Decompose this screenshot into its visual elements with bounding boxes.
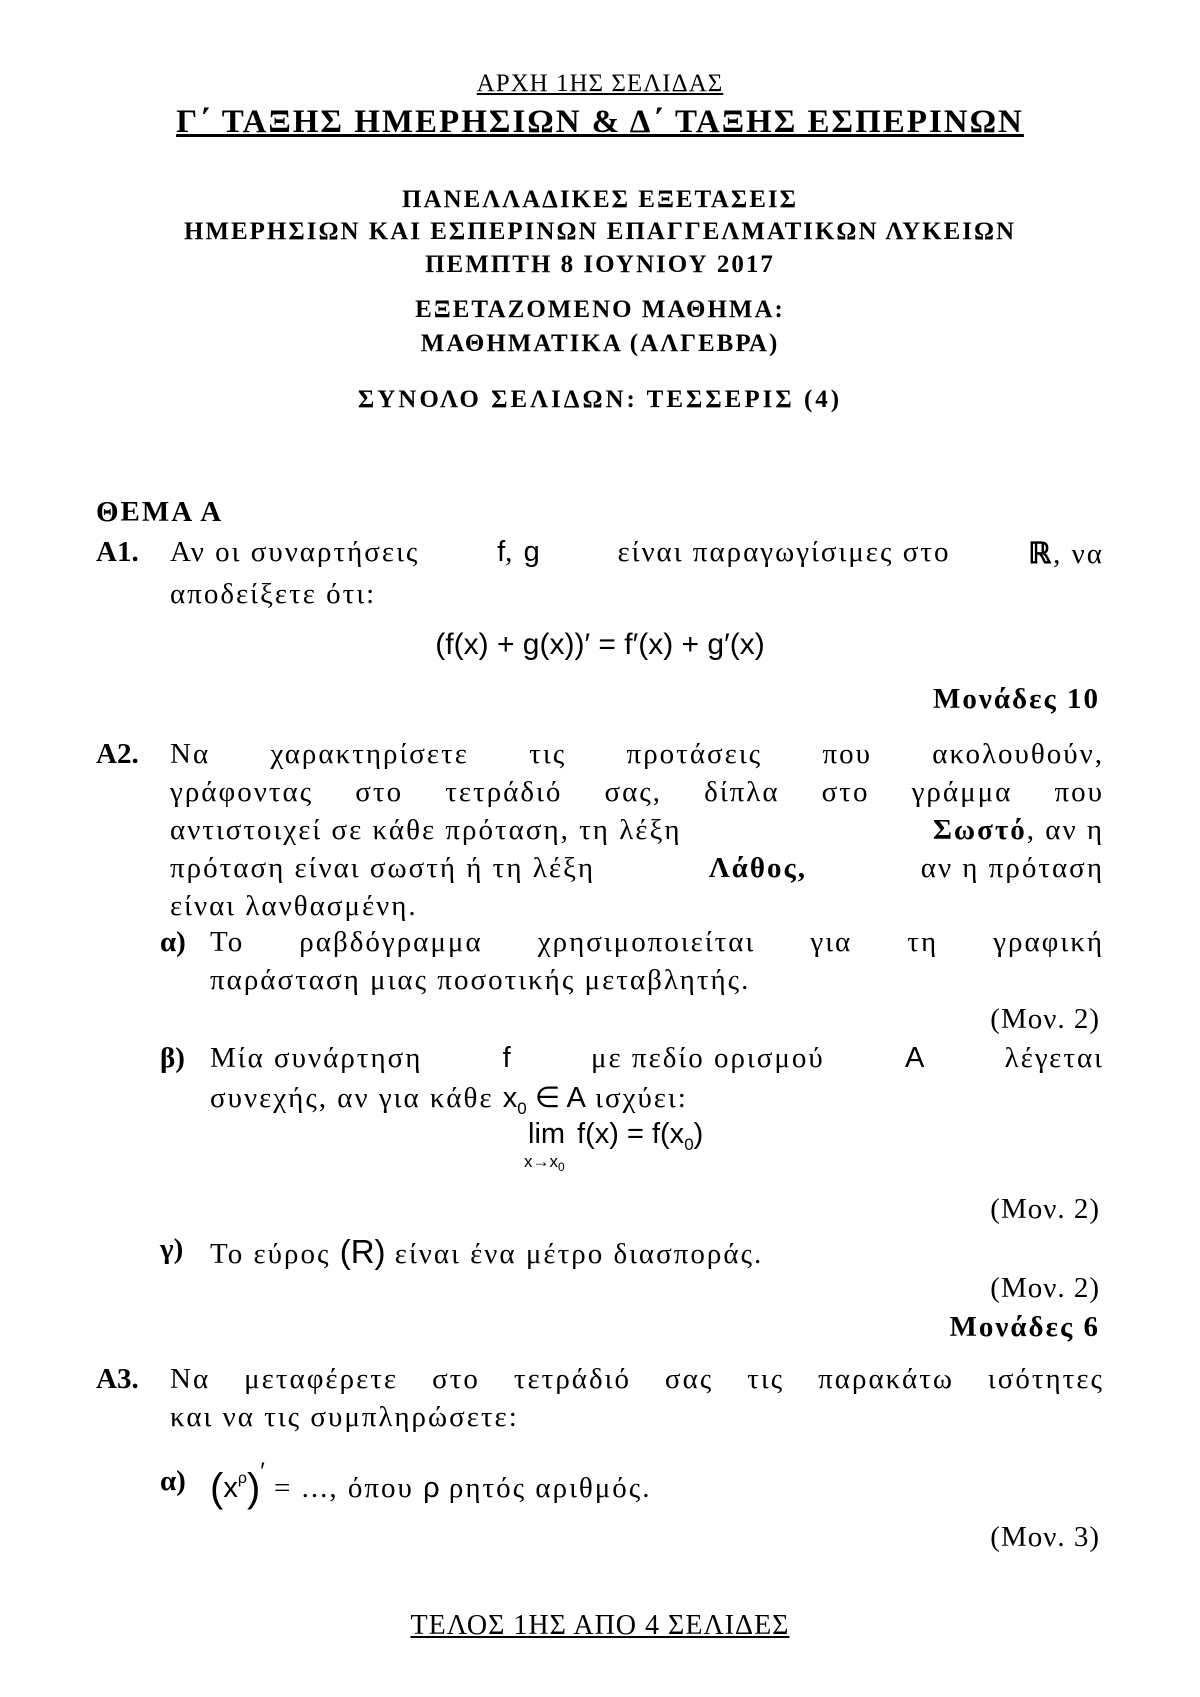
a2-item-b-line-2: [210, 1080, 688, 1119]
a2-c-text-2: είναι ένα μέτρο διασποράς.: [394, 1238, 764, 1270]
a2-item-c-points: (Μον. 2): [990, 1272, 1100, 1304]
a2-b-text-4: συνεχής, αν για κάθε: [210, 1082, 494, 1114]
question-a3-line-2: και να τις συμπληρώσετε:: [170, 1401, 519, 1433]
subject-label: ΕΞΕΤΑΖΟΜΕΝΟ ΜΑΘΗΜΑ:: [415, 296, 785, 323]
limit-expression: $f(x) = f(x_0)$: [577, 1118, 704, 1154]
theme-title: ΘΕΜΑ Α: [96, 496, 224, 528]
exam-line-2: ΗΜΕΡΗΣΙΩΝ ΚΑΙ ΕΣΠΕΡΙΝΩΝ ΕΠΑΓΓΕΛΜΑΤΙΚΩΝ ΛΥΚΕΙΩΝ: [183, 218, 1017, 245]
page-start-header: ΑΡΧΗ 1ΗΣ ΣΕΛΙΔΑΣ: [476, 70, 724, 97]
question-a2-line-1: Να χαρακτηρίσετε τις προτάσεις που ακολουθούν,: [170, 738, 1104, 770]
a1-functions: f, g: [497, 536, 540, 568]
a2-item-c-label: γ): [160, 1233, 184, 1265]
question-a3-label: Α3.: [96, 1363, 139, 1395]
a3-item-a-points: (Μον. 3): [990, 1521, 1100, 1553]
a3-rational: ρητός αριθμός.: [448, 1472, 652, 1504]
a1-text-1: Αν οι συναρτήσεις: [170, 536, 420, 568]
subject-title: ΜΑΘΗΜΑΤΙΚΑ (ΑΛΓΕΒΡΑ): [420, 330, 780, 357]
a2-line-3-text: αντιστοιχεί σε κάθε πρόταση, τη λέξη: [170, 814, 682, 846]
a2-b-function: f: [502, 1042, 511, 1074]
a2-wrong-word: Λάθος,: [708, 852, 807, 884]
exam-line-1: ΠΑΝΕΛΛΑΔΙΚΕΣ ΕΞΕΤΑΣΕΙΣ: [402, 186, 798, 213]
a2-item-c-text: [210, 1233, 763, 1271]
a1-text-2: είναι παραγωγίσιμες στο: [617, 536, 951, 568]
a2-b-text-1: Μία συνάρτηση: [210, 1042, 423, 1074]
a2-item-b-points: (Μον. 2): [990, 1193, 1100, 1225]
a3-item-a-text: [210, 1458, 652, 1511]
a2-item-a-line-1: Το ραβδόγραμμα χρησιμοποιείται για τη γραφική: [210, 926, 1104, 958]
question-a1-line-1: [170, 536, 1104, 571]
a2-item-a-points: (Μον. 2): [990, 1003, 1100, 1035]
a2-line-4-end: αν η πρόταση: [920, 852, 1104, 884]
a3-rho: ρ: [423, 1472, 440, 1504]
a2-monades: Μονάδες 6: [949, 1311, 1100, 1343]
a2-b-domain: Α: [905, 1042, 925, 1074]
question-a2-line-4: [170, 852, 1104, 885]
question-a1-line-2: αποδείξετε ότι:: [170, 578, 377, 610]
page-end-footer: ΤΕΛΟΣ 1ΗΣ ΑΠΟ 4 ΣΕΛΙΔΕΣ: [410, 1610, 790, 1641]
a3-where: όπου: [347, 1472, 414, 1504]
page-count: ΣΥΝΟΛΟ ΣΕΛΙΔΩΝ: ΤΕΣΣΕΡΙΣ (4): [357, 386, 843, 413]
a1-formula: (f(x) + g(x))′ = f′(x) + g′(x): [435, 628, 765, 661]
a3-equals-blank: = ...,: [274, 1472, 339, 1504]
a3-power-expression: $(x^\rho)'$: [210, 1458, 265, 1510]
a2-c-range: (R): [339, 1233, 386, 1270]
class-line: Γ΄ ΤΑΞΗΣ ΗΜΕΡΗΣΙΩΝ & Δ΄ ΤΑΞΗΣ ΕΣΠΕΡΙΝΩΝ: [176, 104, 1024, 140]
question-a2-line-3: [170, 814, 1104, 847]
a2-c-text-1: Το εύρος: [210, 1238, 331, 1270]
a2-b-text-3: λέγεται: [1004, 1042, 1104, 1074]
a2-b-text-2: με πεδίο ορισμού: [590, 1042, 825, 1074]
limit-subscript: $x\to x_0$: [524, 1152, 565, 1174]
question-a2-line-2: γράφοντας στο τετράδιό σας, δίπλα στο γράμμα που: [170, 776, 1104, 808]
question-a2-line-5: είναι λανθασμένη.: [170, 890, 418, 922]
a2-b-condition: $x_0$ ∈ A: [502, 1082, 586, 1118]
a2-item-a-line-2: παράσταση μιας ποσοτικής μεταβλητής.: [210, 964, 751, 996]
limit-operator: lim $x\to x_0$: [524, 1118, 566, 1174]
a3-item-a-label: α): [160, 1465, 186, 1497]
a1-monades: Μονάδες 10: [933, 683, 1100, 715]
question-a2-label: Α2.: [96, 738, 139, 770]
exam-date: ΠΕΜΠΤΗ 8 ΙΟΥΝΙΟΥ 2017: [425, 251, 775, 278]
question-a1-label: Α1.: [96, 536, 139, 568]
a2-b-limit-formula: [524, 1118, 704, 1174]
question-a3-line-1: Να μεταφέρετε στο τετράδιό σας τις παρακάτω ισότητες: [170, 1363, 1104, 1395]
a2-line-4-text: πρόταση είναι σωστή ή τη λέξη: [170, 852, 596, 884]
a2-item-a-label: α): [160, 926, 186, 958]
a2-correct-word: Σωστό, αν η: [932, 814, 1104, 846]
a2-item-b-label: β): [160, 1042, 185, 1074]
a2-b-text-5: ισχύει:: [595, 1082, 688, 1114]
a1-reals: ℝ, να: [1028, 538, 1104, 570]
a2-item-b-line-1: [210, 1042, 1104, 1075]
